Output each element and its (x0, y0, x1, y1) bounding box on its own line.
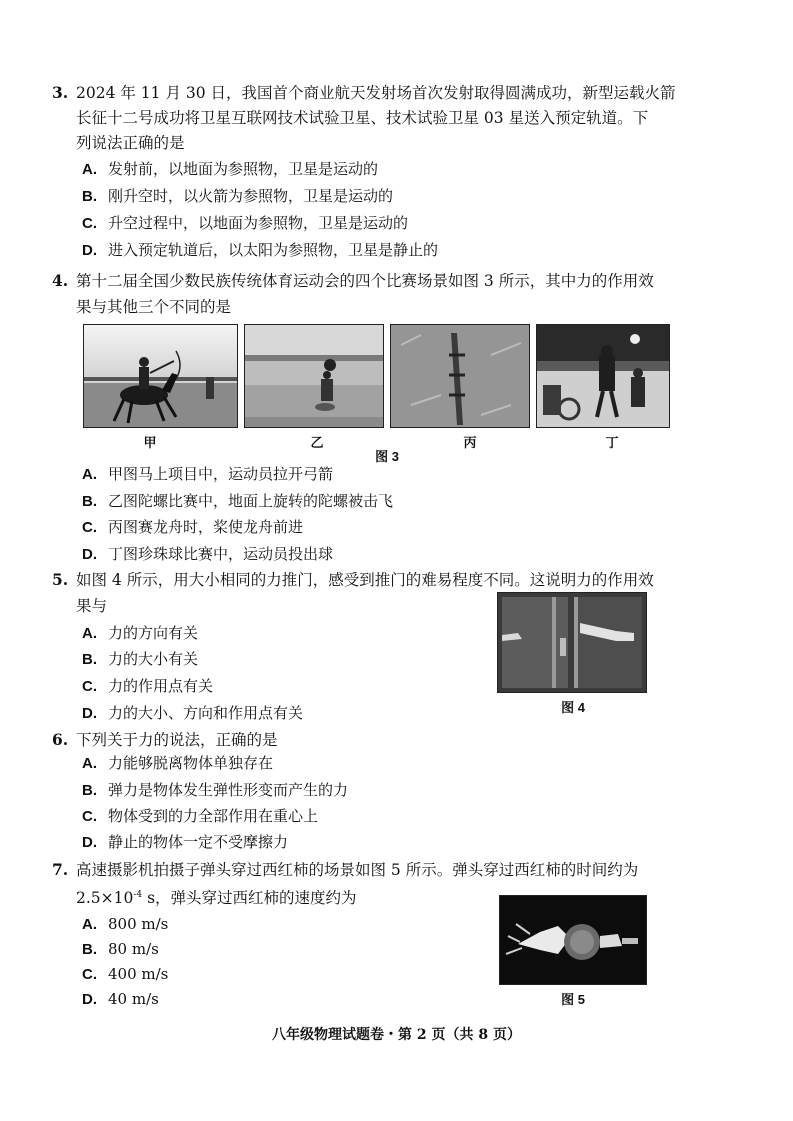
option-d: D. 力的大小、方向和作用点有关 (82, 704, 304, 722)
option-a: A. 力的方向有关 (82, 624, 199, 642)
option-b: B. 刚升空时，以火箭为参照物，卫星是运动的 (82, 187, 394, 205)
question-number: 7. (52, 860, 69, 879)
figure-caption: 图 3 (375, 449, 399, 464)
question-text: 第十二届全国少数民族传统体育运动会的四个比赛场景如图 3 所示，其中力的作用效 (76, 272, 654, 290)
photo-yi-spinning-top (244, 324, 384, 428)
option-a: A. 甲图马上项目中，运动员拉开弓箭 (82, 465, 334, 483)
photo-bing-dragon-boat (390, 324, 530, 428)
option-c: C. 400 m/s (82, 965, 169, 983)
option-a: A. 800 m/s (82, 915, 169, 933)
figure-caption: 图 5 (561, 992, 585, 1007)
option-d: D. 丁图珍珠球比赛中，运动员投出球 (82, 545, 334, 563)
question-number: 3. (52, 83, 69, 102)
question-text: $2.5\times 10^{-4}$ s，弹头穿过西红柿的速度约为 (76, 889, 357, 908)
photo-jia-horseback-archery (83, 324, 238, 428)
question-text: 长征十二号成功将卫星互联网技术试验卫星、技术试验卫星 03 星送入预定轨道。下 (76, 109, 649, 127)
figure-caption: 图 4 (561, 700, 585, 715)
option-c: C. 丙图赛龙舟时，桨使龙舟前进 (82, 518, 304, 536)
photo-label-ding: 丁 (605, 435, 619, 450)
option-c: C. 物体受到的力全部作用在重心上 (82, 807, 319, 825)
option-d: D. 静止的物体一定不受摩擦力 (82, 833, 289, 851)
page-footer: 八年级物理试题卷・第 2 页（共 8 页） (272, 1027, 521, 1043)
option-b: B. 力的大小有关 (82, 650, 199, 668)
option-d: D. 40 m/s (82, 990, 159, 1008)
photo-label-yi: 乙 (310, 435, 324, 450)
photo-ding-pearl-ball (536, 324, 670, 428)
question-text: 高速摄影机拍摄子弹头穿过西红柿的场景如图 5 所示。弹头穿过西红柿的时间约为 (76, 861, 639, 879)
photo-bullet-tomato (499, 895, 647, 985)
question-text: 下列关于力的说法，正确的是 (76, 731, 278, 749)
option-b: B. 80 m/s (82, 940, 159, 958)
option-c: C. 升空过程中，以地面为参照物，卫星是运动的 (82, 214, 409, 232)
question-text: 列说法正确的是 (76, 134, 185, 152)
photo-pushing-door (497, 592, 647, 693)
option-b: B. 乙图陀螺比赛中，地面上旋转的陀螺被击飞 (82, 492, 394, 510)
question-text: 如图 4 所示，用大小相同的力推门，感受到推门的难易程度不同。这说明力的作用效 (76, 571, 654, 589)
option-c: C. 力的作用点有关 (82, 677, 214, 695)
question-number: 5. (52, 570, 69, 589)
option-b: B. 弹力是物体发生弹性形变而产生的力 (82, 781, 349, 799)
question-number: 4. (52, 271, 69, 290)
question-text: 2024 年 11 月 30 日，我国首个商业航天发射场首次发射取得圆满成功，新型运载火箭 (76, 84, 676, 102)
question-number: 6. (52, 730, 69, 749)
option-d: D. 进入预定轨道后，以太阳为参照物，卫星是静止的 (82, 241, 439, 259)
question-text: 果与 (76, 597, 108, 615)
option-a: A. 力能够脱离物体单独存在 (82, 754, 274, 772)
photo-label-jia: 甲 (143, 435, 157, 450)
photo-label-bing: 丙 (463, 435, 477, 450)
option-a: A. 发射前，以地面为参照物，卫星是运动的 (82, 160, 379, 178)
question-text: 果与其他三个不同的是 (76, 298, 232, 316)
